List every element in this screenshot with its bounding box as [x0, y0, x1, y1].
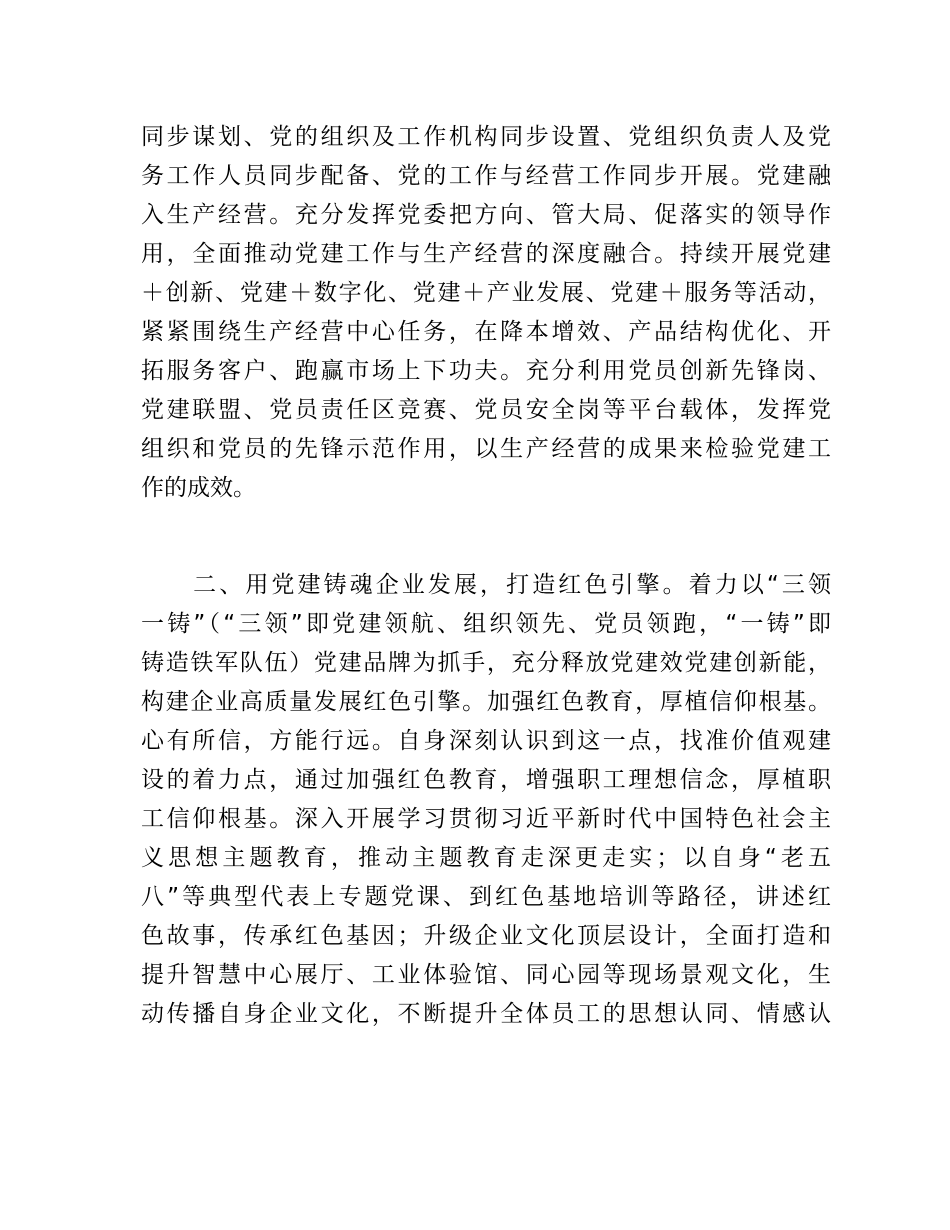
paragraph-2	[141, 566, 831, 1034]
text-line: 紧紧围绕生产经营中心任务，在降本增效、产品结构优化、开	[141, 319, 831, 345]
text-line: 入生产经营。充分发挥党委把方向、管大局、促落实的领导作	[141, 202, 831, 228]
text-line: 设的着力点，通过加强红色教育，增强职工理想信念，厚植职	[141, 767, 831, 793]
text-line: 八”等典型代表上专题党课、到红色基地培训等路径，讲述红	[141, 884, 831, 910]
text-line: 工信仰根基。深入开展学习贯彻习近平新时代中国特色社会主	[141, 806, 831, 832]
text-line: 拓服务客户、跑赢市场上下功夫。充分利用党员创新先锋岗、	[141, 358, 831, 384]
text-line: 动传播自身企业文化，不断提升全体员工的思想认同、情感认	[141, 1001, 831, 1027]
text-line: 铸造铁军队伍）党建品牌为抓手，充分释放党建效党建创新能，	[141, 650, 831, 676]
text-line: 组织和党员的先锋示范作用，以生产经营的成果来检验党建工	[141, 436, 831, 462]
text-line: 提升智慧中心展厅、工业体验馆、同心园等现场景观文化，生	[141, 962, 831, 988]
text-line: 义思想主题教育，推动主题教育走深更走实；以自身“老五	[141, 845, 831, 871]
text-line: 一铸”（“三领”即党建领航、组织领先、党员领跑，“一铸”即	[141, 611, 831, 637]
text-line: 二、用党建铸魂企业发展，打造红色引擎。着力以“三领	[141, 572, 831, 598]
text-line: 作的成效。	[141, 475, 256, 501]
paragraph-1	[141, 118, 831, 508]
text-line: 构建企业高质量发展红色引擎。加强红色教育，厚植信仰根基。	[141, 689, 831, 715]
text-line: 党建联盟、党员责任区竞赛、党员安全岗等平台载体，发挥党	[141, 397, 831, 423]
text-line: ＋创新、党建＋数字化、党建＋产业发展、党建＋服务等活动，	[141, 280, 831, 306]
text-line: 心有所信，方能行远。自身深刻认识到这一点，找准价值观建	[141, 728, 831, 754]
text-line: 同步谋划、党的组织及工作机构同步设置、党组织负责人及党	[141, 124, 831, 150]
text-line: 务工作人员同步配备、党的工作与经营工作同步开展。党建融	[141, 163, 831, 189]
text-line: 色故事，传承红色基因；升级企业文化顶层设计，全面打造和	[141, 923, 831, 949]
text-line: 用，全面推动党建工作与生产经营的深度融合。持续开展党建	[141, 241, 831, 267]
